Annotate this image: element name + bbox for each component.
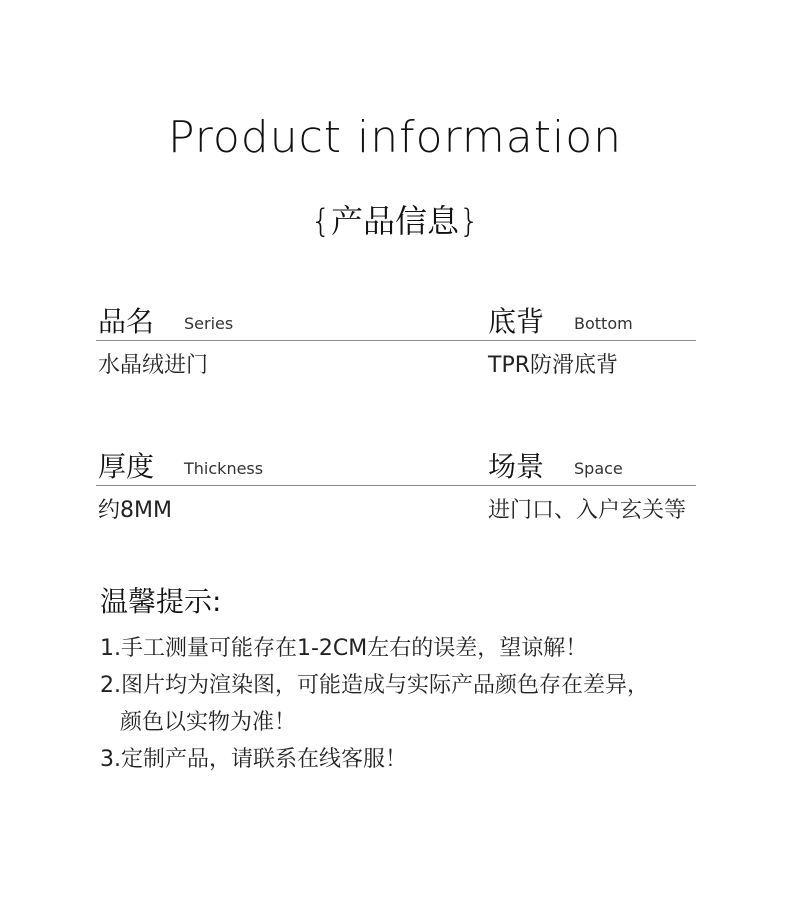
tip-line: 1.手工测量可能存在1-2CM左右的误差，望谅解！	[100, 636, 588, 661]
divider-row-2	[96, 485, 696, 486]
field-label: 场景	[488, 450, 545, 483]
tips-title: 温馨提示:	[100, 585, 222, 618]
field-value: 约8MM	[98, 498, 172, 523]
field-label: 底背	[488, 305, 545, 338]
field-bottom	[488, 300, 698, 378]
field-sublabel: Series	[184, 314, 234, 333]
divider-row-1	[96, 340, 696, 341]
field-sublabel: Thickness	[184, 459, 264, 478]
tip-line: 3.定制产品，请联系在线客服！	[100, 747, 407, 772]
page-title-en: Product information	[168, 112, 622, 163]
tips-list	[100, 630, 740, 778]
field-sublabel: Space	[574, 459, 623, 478]
field-space	[488, 445, 698, 523]
field-value: 进门口、入户玄关等	[488, 498, 687, 523]
field-thickness	[98, 445, 308, 523]
field-sublabel: Bottom	[574, 314, 633, 333]
field-value: TPR防滑底背	[488, 353, 618, 378]
tip-line: 颜色以实物为准！	[120, 710, 297, 735]
field-series	[98, 300, 308, 378]
page-title-cn: {产品信息}	[310, 202, 480, 240]
field-label: 厚度	[98, 450, 155, 483]
field-label: 品名	[98, 305, 155, 338]
field-value: 水晶绒进门	[98, 353, 209, 378]
tip-line: 2.图片均为渲染图，可能造成与实际产品颜色存在差异，	[100, 673, 649, 698]
